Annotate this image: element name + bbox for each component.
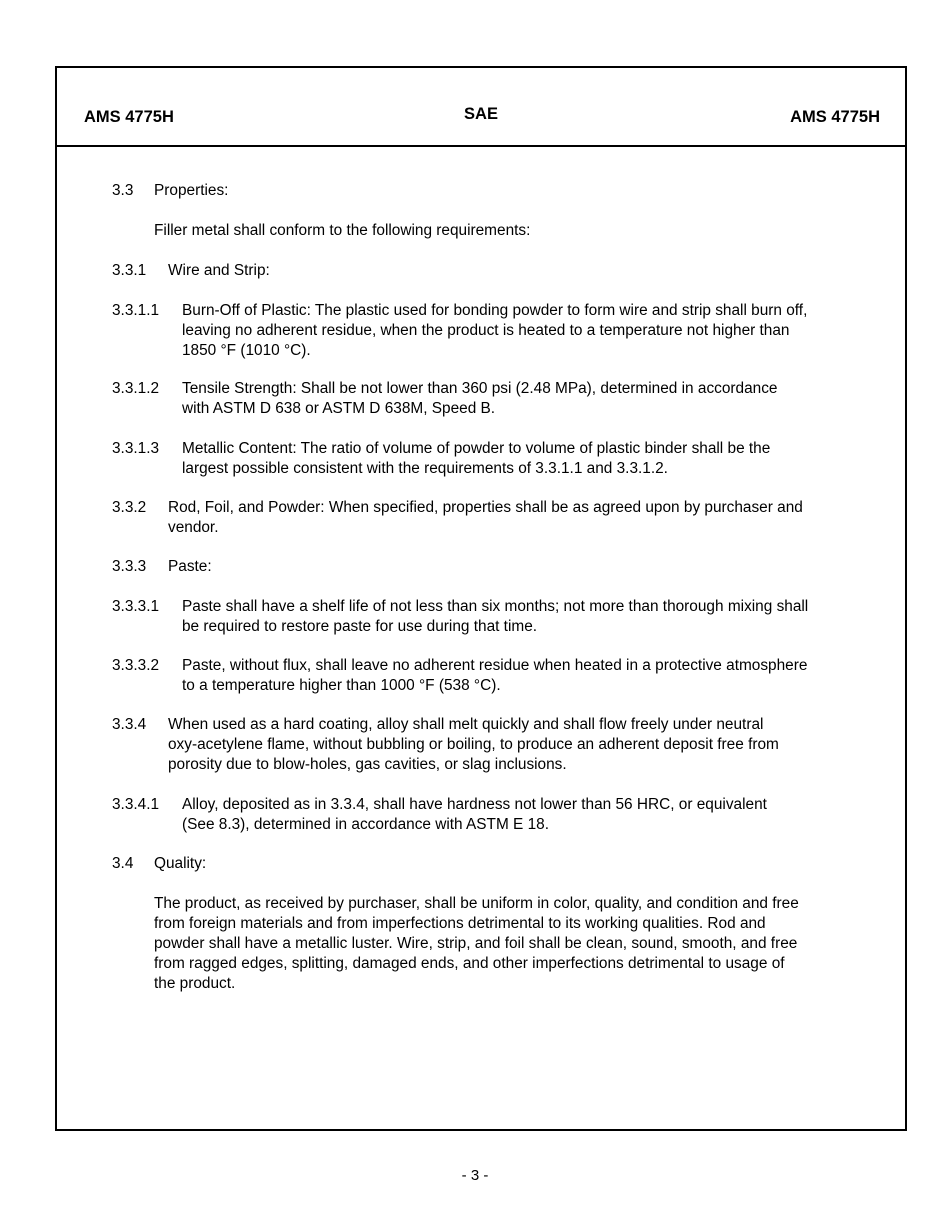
section-number: 3.3.1 <box>112 262 147 279</box>
section-number: 3.3.4 <box>112 716 147 733</box>
section-text-line: oxy-acetylene flame, without bubbling or boiling, to produce an adherent deposit free from <box>168 736 779 753</box>
section-text: Wire and Strip: <box>168 262 270 279</box>
section-number: 3.3.3 <box>112 558 147 575</box>
section-text-line: the product. <box>154 975 236 992</box>
page-number: - 3 - <box>461 1167 489 1184</box>
section-text-line: with ASTM D 638 or ASTM D 638M, Speed B. <box>182 400 496 417</box>
section-text-line: Paste, without flux, shall leave no adherent residue when heated in a protective atmosphere <box>182 657 808 674</box>
section-text-line: Metallic Content: The ratio of volume of powder to volume of plastic binder shall be the <box>182 440 771 457</box>
section-text-line: The product, as received by purchaser, shall be uniform in color, quality, and condition and free <box>154 895 799 912</box>
section-text-line: from ragged edges, splitting, damaged ends, and other imperfections detrimental to usage of <box>154 955 785 972</box>
section-number: 3.3.3.2 <box>112 657 160 674</box>
section-number: 3.3.1.2 <box>112 380 160 397</box>
header-org: SAE <box>464 105 498 123</box>
section-text-line: be required to restore paste for use during that time. <box>182 618 538 635</box>
section-number: 3.3.2 <box>112 499 147 516</box>
section-text-line: Tensile Strength: Shall be not lower than 360 psi (2.48 MPa), determined in accordance <box>182 380 778 397</box>
section-number: 3.3.4.1 <box>112 796 160 813</box>
header-doc-id-left: AMS 4775H <box>84 108 174 126</box>
section-number: 3.3.1.3 <box>112 440 160 457</box>
section-text: Quality: <box>154 855 207 872</box>
section-text-line: vendor. <box>168 519 219 536</box>
section-text-line: Paste shall have a shelf life of not less than six months; not more than thorough mixing shall <box>182 598 809 615</box>
section-text-line: from foreign materials and from imperfections detrimental to its working qualities. Rod and <box>154 915 766 932</box>
section-number: 3.4 <box>112 855 134 872</box>
section-text-line: Burn-Off of Plastic: The plastic used for bonding powder to form wire and strip shall burn off, <box>182 302 808 319</box>
section-number: 3.3 <box>112 182 134 199</box>
section-text-line: powder shall have a metallic luster. Wire, strip, and foil shall be clean, sound, smooth, and free <box>154 935 798 952</box>
section-text-line: largest possible consistent with the requirements of 3.3.1.1 and 3.3.1.2. <box>182 460 668 477</box>
section-text-line: leaving no adherent residue, when the product is heated to a temperature not higher than <box>182 322 790 339</box>
section-text-line: 1850 °F (1010 °C). <box>182 342 311 359</box>
section-text-line: When used as a hard coating, alloy shall melt quickly and shall flow freely under neutral <box>168 716 764 733</box>
page-header <box>57 68 905 147</box>
section-text-line: to a temperature higher than 1000 °F (538 °C). <box>182 677 501 694</box>
section-text-line: porosity due to blow-holes, gas cavities, or slag inclusions. <box>168 756 567 773</box>
section-text: Filler metal shall conform to the following requirements: <box>154 222 531 239</box>
section-text-line: Alloy, deposited as in 3.3.4, shall have hardness not lower than 56 HRC, or equivalent <box>182 796 767 813</box>
section-text-line: (See 8.3), determined in accordance with ASTM E 18. <box>182 816 549 833</box>
section-number: 3.3.1.1 <box>112 302 160 319</box>
header-doc-id-right: AMS 4775H <box>790 108 880 126</box>
section-text: Paste: <box>168 558 212 575</box>
section-number: 3.3.3.1 <box>112 598 160 615</box>
section-text: Properties: <box>154 182 229 199</box>
section-text-line: Rod, Foil, and Powder: When specified, properties shall be as agreed upon by purchaser and <box>168 499 803 516</box>
